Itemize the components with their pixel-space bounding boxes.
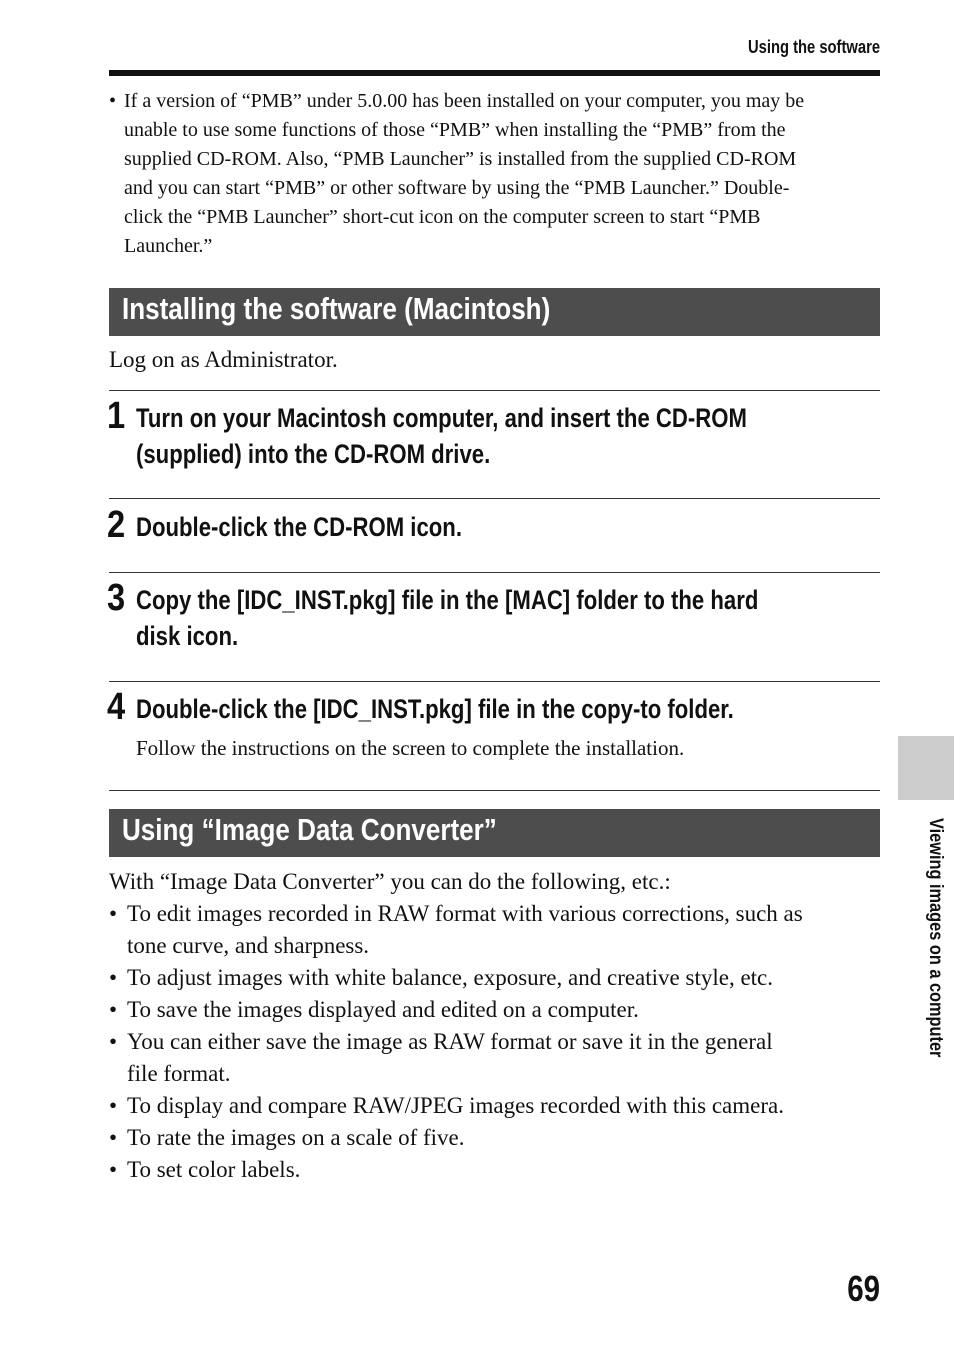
list-bullet: •	[109, 1125, 118, 1150]
step-1-text	[136, 400, 881, 472]
list-item	[109, 1026, 880, 1090]
step-1-number: 1	[107, 395, 126, 437]
note-line: supplied CD-ROM. Also, “PMB Launcher” is installed from the supplied CD-ROM	[124, 148, 797, 170]
chapter-tab	[898, 736, 954, 800]
note-bullet: •	[109, 90, 117, 112]
idc-intro: With “Image Data Converter” you can do the following, etc.:	[109, 869, 671, 894]
list-item	[109, 1090, 880, 1122]
step-3-number: 3	[107, 577, 126, 619]
list-line: You can either save the image as RAW format or save it in the general	[127, 1029, 773, 1054]
step-4-text	[136, 691, 881, 727]
mac-section-title: Installing the software (Macintosh)	[122, 291, 551, 326]
step-4-number: 4	[107, 686, 126, 728]
running-header: Using the software	[747, 37, 880, 57]
list-bullet: •	[109, 1029, 118, 1054]
compat-note	[109, 87, 880, 261]
list-line: To adjust images with white balance, exposure, and creative style, etc.	[127, 965, 773, 990]
mac-section-header	[109, 288, 880, 336]
note-line: and you can start “PMB” or other software by using the “PMB Launcher.” Double-	[124, 177, 790, 199]
list-line: To display and compare RAW/JPEG images recorded with this camera.	[127, 1093, 784, 1118]
step-divider	[109, 498, 880, 499]
step-divider	[109, 681, 880, 682]
list-line: To rate the images on a scale of five.	[127, 1125, 465, 1150]
step-line: Double-click the CD-ROM icon.	[136, 512, 462, 542]
list-item	[109, 898, 880, 962]
note-line: unable to use some functions of those “PMB” when installing the “PMB” from the	[124, 119, 786, 141]
list-item	[109, 994, 880, 1026]
list-line: tone curve, and sharpness.	[127, 933, 370, 958]
header-rule	[109, 70, 880, 76]
mac-intro: Log on as Administrator.	[109, 347, 338, 372]
list-bullet: •	[109, 901, 118, 926]
list-bullet: •	[109, 1157, 118, 1182]
list-item	[109, 1154, 880, 1186]
step-line: Turn on your Macintosh computer, and insert the CD-ROM	[136, 403, 747, 433]
step-3-text	[136, 582, 881, 654]
list-item	[109, 1122, 880, 1154]
list-line: To edit images recorded in RAW format with various corrections, such as	[127, 901, 803, 926]
step-2-text	[136, 509, 881, 545]
list-line: To set color labels.	[127, 1157, 301, 1182]
chapter-label: Viewing images on a computer	[925, 818, 946, 1058]
step-4-instruction: Follow the instructions on the screen to complete the installation.	[136, 736, 685, 760]
idc-feature-list	[109, 866, 880, 1186]
step-line: Double-click the [IDC_INST.pkg] file in the copy-to folder.	[136, 694, 734, 724]
list-bullet: •	[109, 997, 118, 1022]
section-divider	[109, 790, 880, 791]
list-item	[109, 962, 880, 994]
note-text	[124, 87, 880, 261]
step-divider	[109, 390, 880, 391]
list-line: To save the images displayed and edited on a computer.	[127, 997, 639, 1022]
idc-section-title: Using “Image Data Converter”	[122, 812, 497, 847]
step-line: disk icon.	[136, 621, 239, 651]
page-number: 69	[847, 1268, 880, 1309]
step-line: (supplied) into the CD-ROM drive.	[136, 439, 491, 469]
list-line: file format.	[127, 1061, 231, 1086]
note-line: Launcher.”	[124, 235, 213, 257]
list-bullet: •	[109, 1093, 118, 1118]
step-line: Copy the [IDC_INST.pkg] file in the [MAC] folder to the hard	[136, 585, 759, 615]
list-bullet: •	[109, 965, 118, 990]
note-line: click the “PMB Launcher” short-cut icon on the computer screen to start “PMB	[124, 206, 761, 228]
note-line: If a version of “PMB” under 5.0.00 has been installed on your computer, you may be	[124, 90, 805, 112]
step-divider	[109, 572, 880, 573]
step-2-number: 2	[107, 504, 126, 546]
idc-section-header	[109, 809, 880, 857]
